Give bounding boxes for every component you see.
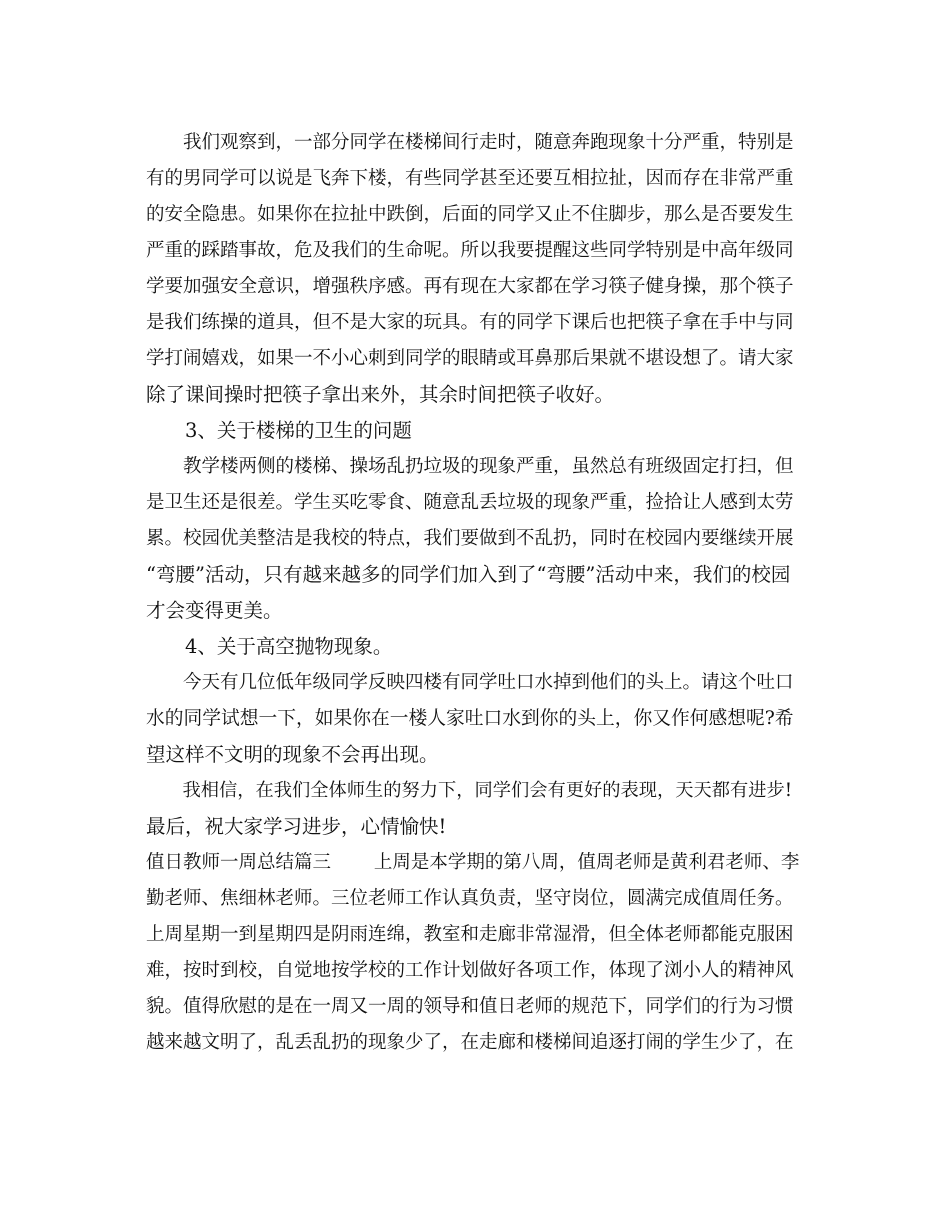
text-line: “弯腰”活动，只有越来越多的同学们加入到了“弯腰”活动中来，我们的校园 <box>146 563 791 586</box>
text-line: 的安全隐患。如果你在拉扯中跌倒，后面的同学又止不住脚步，那么是否要发生 <box>146 204 794 225</box>
text-line: 有的男同学可以说是飞奔下楼，有些同学甚至还要互相拉扯，因而存在非常严重 <box>146 168 794 189</box>
text-line: 上周星期一到星期四是阴雨连绵，教室和走廊非常湿滑，但全体老师都能克服困 <box>146 924 794 945</box>
text-line: 学打闹嬉戏，如果一不小心刺到同学的眼睛或耳鼻那后果就不堪设想了。请大家 <box>146 348 794 369</box>
text-line: 貌。值得欣慰的是在一周又一周的领导和值日老师的规范下，同学们的行为习惯 <box>146 996 794 1017</box>
text-line: 越来越文明了，乱丢乱扔的现象少了，在走廊和楼梯间追逐打闹的学生少了，在 <box>146 1032 794 1053</box>
text-line: 是我们练操的道具，但不是大家的玩具。有的同学下课后也把筷子拿在手中与同 <box>146 312 794 333</box>
section-heading: 3、关于楼梯的卫生的问题 <box>146 419 412 442</box>
text-line: 教学楼两侧的楼梯、操场乱扔垃圾的现象严重，虽然总有班级固定打扫，但 <box>146 456 794 477</box>
text-line: 学要加强安全意识，增强秩序感。再有现在大家都在学习筷子健身操，那个筷子 <box>146 276 794 297</box>
text-line: 我们观察到，一部分同学在楼梯间行走时，随意奔跑现象十分严重，特别是 <box>146 132 794 153</box>
text-line: 我相信，在我们全体师生的努力下，同学们会有更好的表现，天天都有进步! <box>146 780 793 801</box>
text-line: 累。校园优美整洁是我校的特点，我们要做到不乱扔，同时在校园内要继续开展 <box>146 528 794 549</box>
article-title-line: 值日教师一周总结篇三 上周是本学期的第八周，值周老师是黄利君老师、李 <box>146 852 800 873</box>
text-line: 水的同学试想一下，如果你在一楼人家吐口水到你的头上，你又作何感想呢?希 <box>146 708 794 729</box>
text-line: 是卫生还是很差。学生买吃零食、随意乱丢垃圾的现象严重，捡拾让人感到太劳 <box>146 492 794 513</box>
section-heading: 4、关于高空抛物现象。 <box>146 635 393 658</box>
text-line: 难，按时到校，自觉地按学校的工作计划做好各项工作，体现了浏小人的精神风 <box>146 960 794 981</box>
text-line: 最后，祝大家学习进步，心情愉快! <box>146 815 447 838</box>
text-line: 望这样不文明的现象不会再出现。 <box>146 743 439 766</box>
text-line: 今天有几位低年级同学反映四楼有同学吐口水掉到他们的头上。请这个吐口 <box>146 672 794 693</box>
text-line: 才会变得更美。 <box>146 599 283 622</box>
text-line: 除了课间操时把筷子拿出来外，其余时间把筷子收好。 <box>146 383 615 406</box>
text-line: 勤老师、焦细林老师。三位老师工作认真负责，坚守岗位，圆满完成值周任务。 <box>146 888 794 909</box>
text-line: 严重的踩踏事故，危及我们的生命呢。所以我要提醒这些同学特别是中高年级同 <box>146 240 794 261</box>
